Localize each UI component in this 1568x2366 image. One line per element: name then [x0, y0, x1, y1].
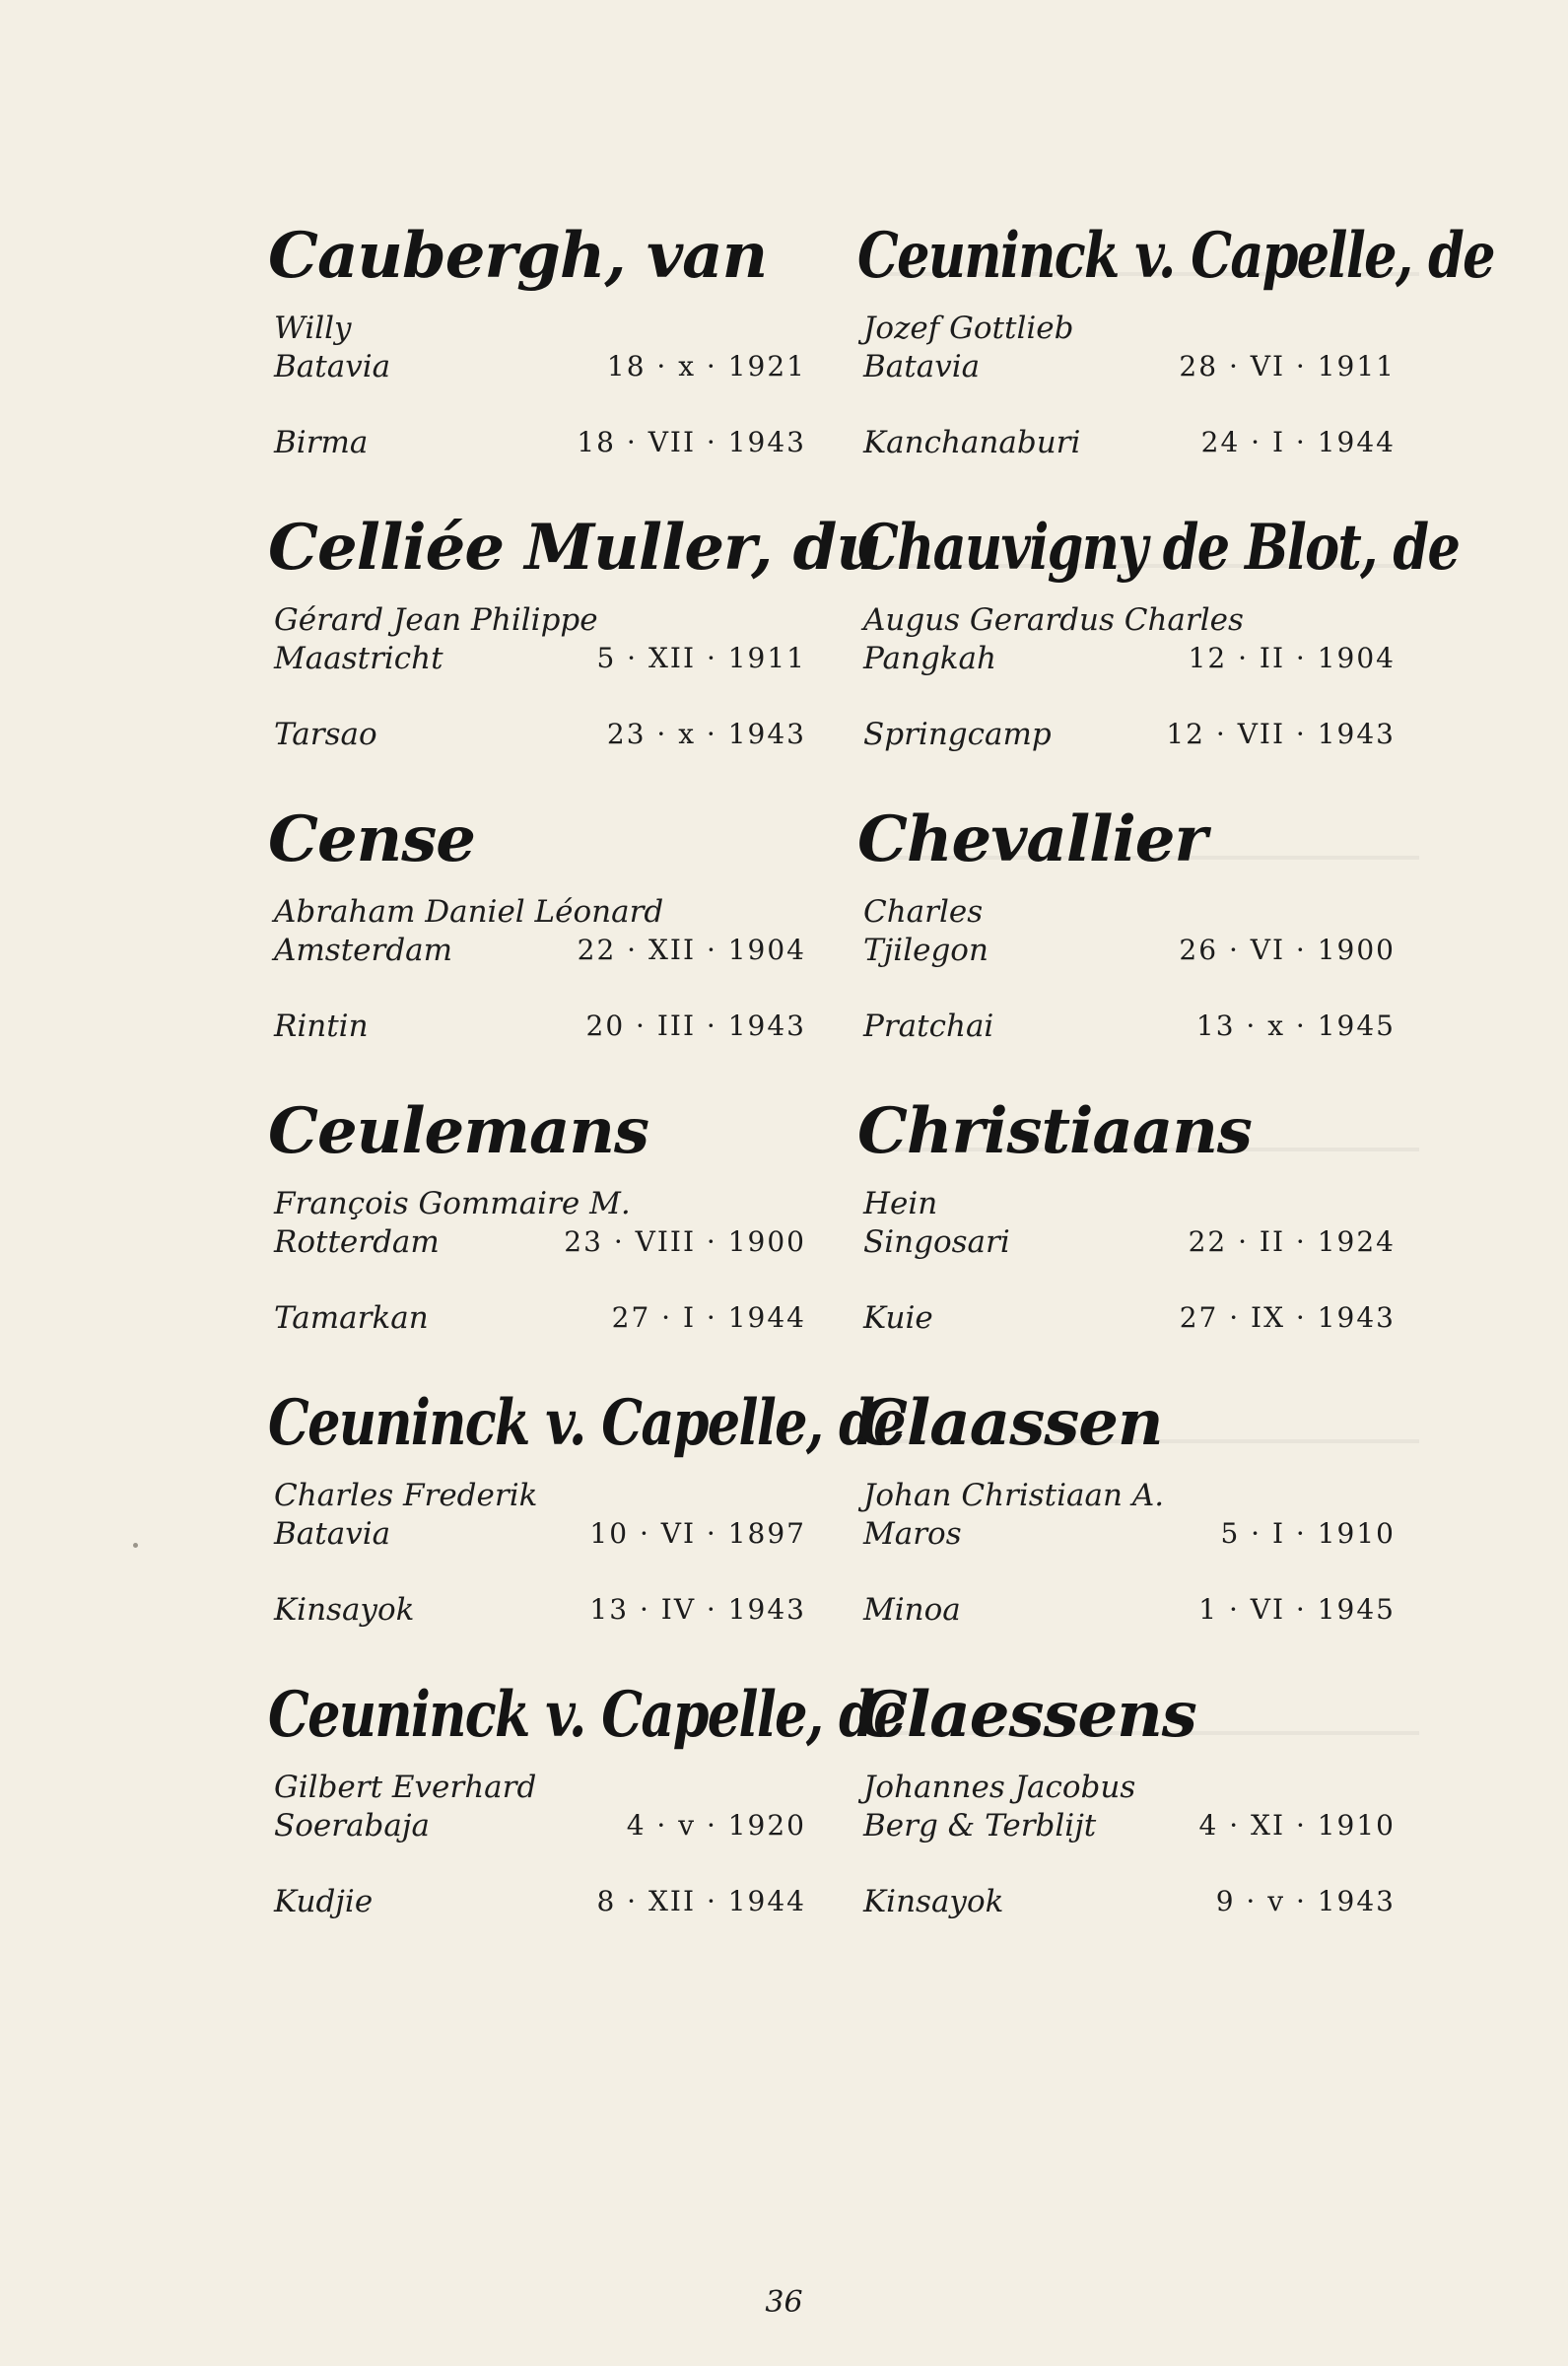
birth-place: Tjilegon — [863, 933, 989, 968]
birth-date: 5 · XII · 1911 — [596, 642, 806, 674]
page-number: 36 — [765, 2285, 803, 2320]
surname-heading: Chevallier — [857, 802, 1207, 876]
given-names: Jozef Gottlieb — [863, 311, 1074, 346]
death-date: 20 · III · 1943 — [585, 1009, 806, 1042]
death-row — [274, 1008, 806, 1045]
given-names: Charles Frederik — [274, 1478, 538, 1513]
birth-date: 10 · VI · 1897 — [589, 1517, 806, 1550]
death-date: 13 · x · 1945 — [1195, 1009, 1396, 1042]
given-names: Abraham Daniel Léonard — [274, 894, 664, 930]
memorial-entry — [857, 494, 1460, 786]
memorial-entry — [857, 202, 1494, 494]
birth-place: Maros — [863, 1516, 962, 1552]
surname-heading: Claassen — [857, 1386, 1163, 1460]
death-row — [863, 424, 1396, 461]
birth-date: 23 · VIII · 1900 — [564, 1225, 806, 1258]
birth-row — [863, 348, 1396, 385]
birth-row — [274, 640, 806, 677]
death-place: Minoa — [863, 1592, 961, 1628]
death-place: Kuie — [863, 1300, 933, 1336]
memorial-entry — [268, 1078, 820, 1369]
death-row — [863, 1591, 1396, 1629]
given-names: Gilbert Everhard — [274, 1770, 537, 1805]
death-date: 12 · VII · 1943 — [1166, 718, 1396, 750]
memorial-entry — [857, 1078, 1409, 1369]
birth-row — [863, 932, 1396, 969]
birth-row — [863, 640, 1396, 677]
surname-heading: Cense — [268, 802, 475, 876]
death-date: 24 · I · 1944 — [1200, 426, 1396, 458]
death-row — [863, 1883, 1396, 1920]
given-names: Gérard Jean Philippe — [274, 602, 598, 638]
birth-date: 26 · VI · 1900 — [1179, 934, 1396, 966]
birth-row — [274, 932, 806, 969]
death-date: 13 · IV · 1943 — [589, 1593, 806, 1626]
death-row — [274, 1883, 806, 1920]
surname-heading: Christiaans — [857, 1094, 1252, 1168]
memorial-entry — [857, 1369, 1409, 1661]
death-date: 18 · VII · 1943 — [577, 426, 806, 458]
birth-place: Maastricht — [274, 641, 443, 676]
death-place: Kinsayok — [863, 1884, 1004, 1919]
given-names: Charles — [863, 894, 984, 930]
given-names: Johannes Jacobus — [863, 1770, 1136, 1805]
death-place: Pratchai — [863, 1009, 994, 1044]
birth-row — [863, 1515, 1396, 1553]
death-place: Tarsao — [274, 717, 377, 752]
birth-place: Pangkah — [863, 641, 996, 676]
birth-row — [863, 1223, 1396, 1261]
death-row — [274, 1591, 806, 1629]
birth-place: Berg & Terblijt — [863, 1808, 1097, 1844]
paper-speck — [133, 1543, 138, 1548]
birth-row — [274, 348, 806, 385]
death-place: Kudjie — [274, 1884, 374, 1919]
memorial-entry — [268, 786, 820, 1078]
given-names: François Gommaire M. — [274, 1186, 631, 1221]
right-column — [857, 202, 1494, 1953]
birth-place: Amsterdam — [274, 933, 453, 968]
surname-heading: Ceulemans — [268, 1094, 648, 1168]
death-date: 23 · x · 1943 — [606, 718, 806, 750]
surname-heading: Claessens — [857, 1678, 1196, 1752]
death-date: 27 · IX · 1943 — [1179, 1301, 1396, 1334]
death-date: 27 · I · 1944 — [611, 1301, 806, 1334]
birth-date: 12 · II · 1904 — [1188, 642, 1396, 674]
surname-heading: Ceuninck v. Capelle, de — [268, 1386, 905, 1460]
memorial-entry — [857, 786, 1409, 1078]
surname-heading: Chauvigny de Blot, de — [857, 511, 1460, 585]
death-row — [863, 1299, 1396, 1337]
birth-place: Batavia — [863, 349, 981, 384]
surname-heading: Ceuninck v. Capelle, de — [268, 1678, 905, 1752]
memorial-entry — [857, 1661, 1409, 1953]
birth-place: Batavia — [274, 1516, 391, 1552]
death-date: 9 · v · 1943 — [1215, 1885, 1396, 1917]
memorial-entry — [268, 1369, 905, 1661]
birth-date: 5 · I · 1910 — [1220, 1517, 1396, 1550]
death-date: 8 · XII · 1944 — [596, 1885, 806, 1917]
death-row — [863, 716, 1396, 753]
birth-date: 22 · II · 1924 — [1188, 1225, 1396, 1258]
death-row — [863, 1008, 1396, 1045]
surname-heading: Caubergh, van — [268, 219, 768, 293]
birth-date: 18 · x · 1921 — [606, 350, 806, 383]
birth-place: Batavia — [274, 349, 391, 384]
given-names: Hein — [863, 1186, 938, 1221]
death-place: Kanchanaburi — [863, 425, 1081, 460]
surname-heading: Ceuninck v. Capelle, de — [857, 219, 1494, 293]
birth-date: 4 · XI · 1910 — [1198, 1809, 1396, 1842]
birth-row — [274, 1515, 806, 1553]
birth-date: 28 · VI · 1911 — [1179, 350, 1396, 383]
death-place: Tamarkan — [274, 1300, 429, 1336]
death-place: Rintin — [274, 1009, 369, 1044]
given-names: Willy — [274, 311, 352, 346]
death-place: Birma — [274, 425, 369, 460]
memorial-entry — [268, 494, 881, 786]
birth-row — [274, 1807, 806, 1844]
given-names: Johan Christiaan A. — [863, 1478, 1165, 1513]
birth-date: 4 · v · 1920 — [626, 1809, 806, 1842]
death-row — [274, 716, 806, 753]
birth-row — [274, 1223, 806, 1261]
death-row — [274, 1299, 806, 1337]
death-place: Springcamp — [863, 717, 1052, 752]
birth-place: Singosari — [863, 1224, 1010, 1260]
death-date: 1 · VI · 1945 — [1198, 1593, 1396, 1626]
surname-heading: Celliée Muller, du — [268, 511, 881, 585]
death-place: Kinsayok — [274, 1592, 415, 1628]
memorial-entry — [268, 202, 820, 494]
memorial-entry — [268, 1661, 905, 1953]
birth-date: 22 · XII · 1904 — [577, 934, 806, 966]
birth-row — [863, 1807, 1396, 1844]
birth-place: Rotterdam — [274, 1224, 440, 1260]
death-row — [274, 424, 806, 461]
birth-place: Soerabaja — [274, 1808, 430, 1844]
given-names: Augus Gerardus Charles — [863, 602, 1244, 638]
